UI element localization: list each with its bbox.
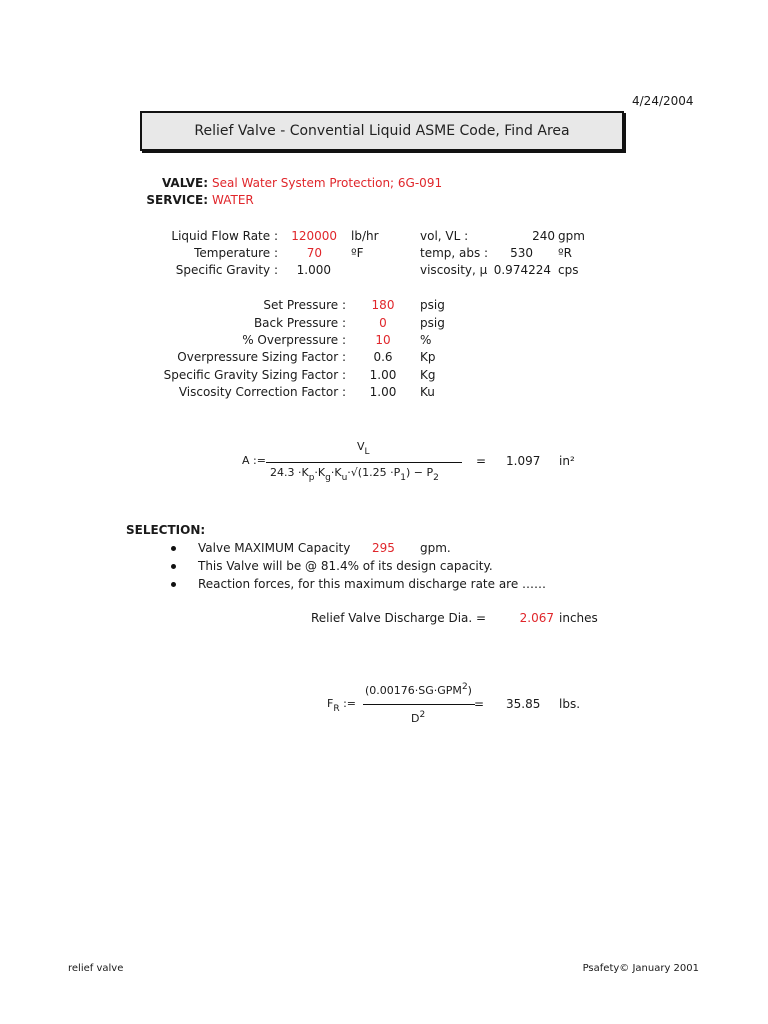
area-numerator: $V_L$: [357, 440, 370, 457]
pressure-unit: Kp: [420, 350, 436, 364]
bullet-reaction-forces: Reaction forces, for this maximum discharge rate are ……: [198, 577, 547, 591]
footer-left: relief valve: [68, 963, 124, 974]
service-label: SERVICE:: [146, 193, 208, 207]
area-denominator: $24.3 \cdot K_p\cdot K_g\cdot K_u\cdot√(1.25 \cdot P_1) - P_2$: [270, 466, 439, 483]
vol-unit: gpm: [558, 229, 585, 243]
bullet-capacity-unit: gpm.: [420, 541, 451, 555]
pressure-value: 180: [371, 298, 395, 312]
discharge-label: Relief Valve Discharge Dia. =: [311, 611, 487, 625]
temp-value: 70: [306, 246, 322, 260]
tabs-label: temp, abs :: [420, 246, 489, 260]
pressure-label: Viscosity Correction Factor :: [178, 385, 346, 399]
force-denominator: $D^2$: [411, 710, 426, 725]
force-result: 35.85: [506, 697, 541, 711]
pressure-unit: Ku: [420, 385, 435, 399]
tabs-unit: ºR: [558, 246, 572, 260]
pressure-value: 0.6: [373, 350, 393, 364]
valve-value: Seal Water System Protection; 6G-091: [212, 176, 443, 190]
bullet-icon: [171, 564, 176, 569]
force-fraction-bar: [363, 704, 475, 705]
force-equals: =: [474, 697, 485, 711]
pressure-value: 1.00: [369, 385, 397, 399]
valve-label: VALVE:: [161, 176, 208, 190]
discharge-value: 2.067: [519, 611, 554, 625]
visc-value: 0.974224: [493, 263, 551, 277]
bullet-design-capacity: This Valve will be @ 81.4% of its design capacity.: [198, 559, 493, 573]
vol-value: 240: [532, 229, 555, 243]
pressure-value: 10: [375, 333, 391, 347]
sg-value: 1.000: [296, 263, 331, 277]
visc-label: viscosity, µ: [420, 263, 488, 277]
bullet-icon: [171, 582, 176, 587]
title-box: [140, 111, 624, 151]
area-fraction-bar: [266, 462, 462, 463]
pressure-unit: psig: [420, 316, 445, 330]
sg-label: Specific Gravity :: [175, 263, 278, 277]
pressure-label: Overpressure Sizing Factor :: [177, 350, 346, 364]
date: 4/24/2004: [632, 94, 694, 108]
page-title: Relief Valve - Convential Liquid ASME Code, Find Area: [194, 123, 570, 139]
service-value: WATER: [212, 193, 254, 207]
tabs-value: 530: [510, 246, 533, 260]
vol-label: vol, VL :: [420, 229, 469, 243]
footer-right: Psafety© January 2001: [582, 963, 699, 974]
temp-label: Temperature :: [194, 246, 278, 260]
pressure-label: Set Pressure :: [263, 298, 346, 312]
discharge-unit: inches: [559, 611, 598, 625]
pressure-label: Specific Gravity Sizing Factor :: [163, 368, 346, 382]
force-unit: lbs.: [559, 697, 581, 711]
pressure-unit: Kg: [420, 368, 436, 382]
bullet-capacity-value: 295: [372, 541, 395, 555]
visc-unit: cps: [558, 263, 579, 277]
pressure-label: % Overpressure :: [242, 333, 346, 347]
area-equals: =: [476, 454, 487, 468]
pressure-label: Back Pressure :: [253, 316, 346, 330]
flow-unit: lb/hr: [351, 229, 379, 243]
flow-value: 120000: [291, 229, 337, 243]
bullet-capacity-label: Valve MAXIMUM Capacity: [198, 541, 351, 555]
temp-unit: ºF: [351, 246, 364, 260]
force-lhs: $F_R$ :=: [327, 697, 357, 714]
pressure-unit: psig: [420, 298, 445, 312]
force-numerator: $(0.00176\cdot SG\cdot GPM^2)$: [365, 682, 472, 697]
area-lhs: A :=: [242, 454, 266, 467]
flow-label: Liquid Flow Rate :: [171, 229, 278, 243]
selection-heading: SELECTION:: [126, 523, 206, 537]
area-result: 1.097: [506, 454, 541, 468]
area-unit: in²: [559, 454, 575, 468]
pressure-unit: %: [420, 333, 432, 347]
pressure-value: 1.00: [369, 368, 397, 382]
pressure-value: 0: [379, 316, 387, 330]
bullet-icon: [171, 546, 176, 551]
